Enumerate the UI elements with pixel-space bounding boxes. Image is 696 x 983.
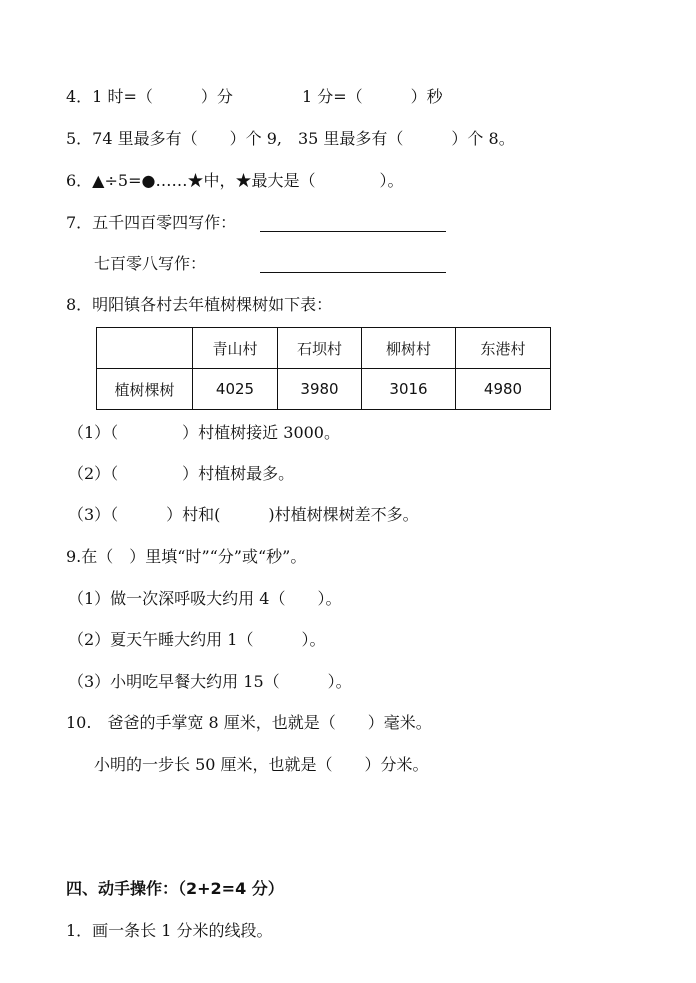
question-10b-text: 小明的一步长 50 厘米，也就是（ ）分米。 — [94, 755, 429, 774]
question-8-intro: 8．明阳镇各村去年植树棵树如下表： — [66, 295, 333, 314]
question-9-intro: 9.在（ ）里填“时”“分”或“秒”。 — [66, 547, 307, 566]
question-8-sub-2-text: （2）（ ）村植树最多。 — [68, 464, 295, 483]
question-4-part-b: 1 分=（ ）秒 — [302, 87, 443, 106]
table-cell: 4980 — [456, 369, 551, 410]
table-header-row — [97, 328, 551, 369]
section-4-question-1-text: 1．画一条长 1 分米的线段。 — [66, 921, 273, 940]
question-5-text: 5．74 里最多有（ ）个 9, 35 里最多有（ ）个 8。 — [66, 129, 515, 148]
table-cell: 3980 — [278, 369, 362, 410]
question-8-sub-1-text: （1）（ ）村植树接近 3000。 — [68, 423, 340, 442]
question-7a-label: 7．五千四百零四写作： — [66, 213, 237, 232]
question-6-text: 6．▲÷5=●……★中，★最大是（ ）。 — [66, 171, 404, 190]
table-header-cell — [97, 328, 193, 369]
answer-line-7a[interactable] — [260, 231, 446, 232]
tree-planting-table — [96, 327, 551, 410]
answer-line-7b[interactable] — [260, 272, 446, 273]
question-10a-text: 10. 爸爸的手掌宽 8 厘米，也就是（ ）毫米。 — [66, 713, 432, 732]
section-4-title: 四、动手操作：（2+2=4 分） — [66, 879, 284, 898]
question-9-sub-2-text: （2）夏天午睡大约用 1（ ）。 — [68, 630, 326, 649]
question-4-part-a: 4．1 时=（ ）分 — [66, 87, 233, 106]
question-9-sub-1-text: （1）做一次深呼吸大约用 4（ ）。 — [68, 589, 342, 608]
table-row — [97, 369, 551, 410]
table-cell: 4025 — [193, 369, 278, 410]
table-cell: 3016 — [362, 369, 456, 410]
question-9-sub-3-text: （3）小明吃早餐大约用 15（ ）。 — [68, 672, 352, 691]
table-header-cell: 柳树村 — [362, 328, 456, 369]
table-header-cell: 石坝村 — [278, 328, 362, 369]
table-header-cell: 青山村 — [193, 328, 278, 369]
table-header-cell: 东港村 — [456, 328, 551, 369]
question-7b-label: 七百零八写作： — [94, 254, 207, 273]
table-row-label: 植树棵树 — [97, 369, 193, 410]
question-8-sub-3-text: （3）（ ）村和( )村植树棵树差不多。 — [68, 505, 419, 524]
